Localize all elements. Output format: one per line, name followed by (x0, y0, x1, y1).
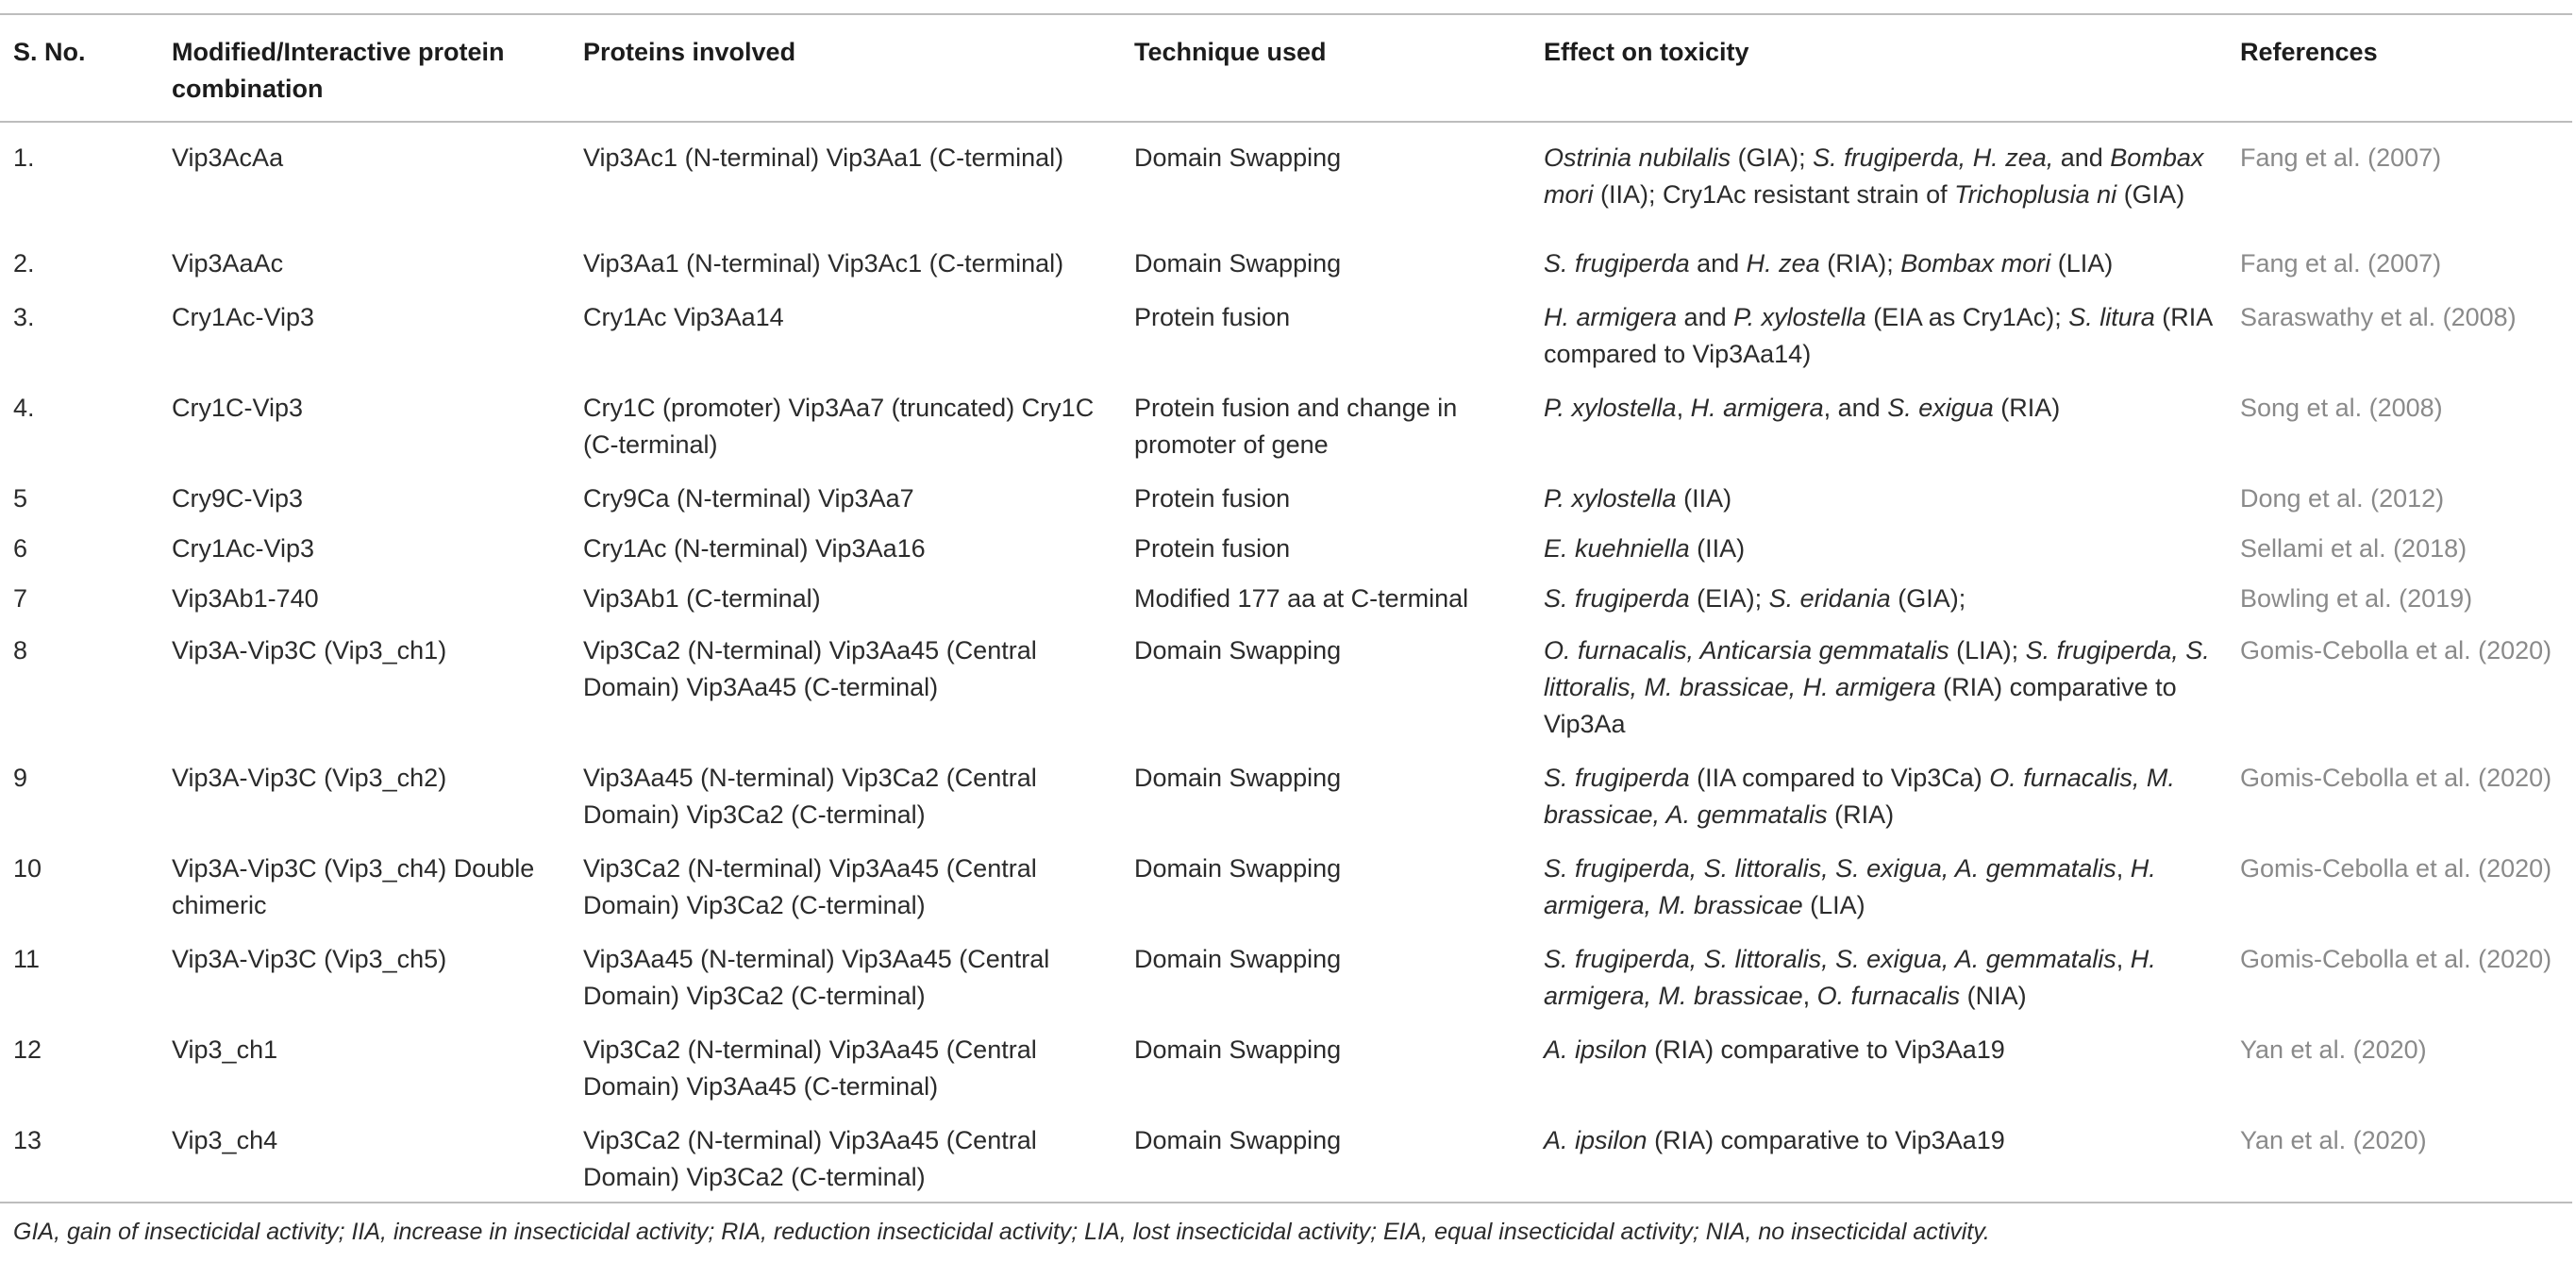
cell-combination: Cry1Ac-Vip3 (172, 534, 315, 563)
cell-reference: Saraswathy et al. (2008) (2240, 303, 2517, 331)
species-name: A. ipsilon (1544, 1035, 1648, 1064)
table-row (0, 471, 2572, 521)
effect-text: (RIA) comparative to Vip3Aa19 (1647, 1126, 2005, 1154)
effect-text: and (2053, 143, 2111, 172)
cell-combination: Vip3AaAc (172, 249, 284, 278)
cell-serial-no: 7 (13, 584, 28, 613)
effect-text: (NIA) (1960, 982, 2027, 1010)
effect-text: and (1677, 303, 1734, 331)
species-name: H. armigera (1690, 394, 1824, 422)
species-name: H. armigera, M. brassicae (1544, 945, 2156, 1010)
effect-text: (IIA compared to Vip3Ca) (1689, 764, 1990, 792)
cell-serial-no: 9 (13, 764, 28, 792)
cell-proteins: Vip3Aa1 (N-terminal) Vip3Ac1 (C-terminal) (583, 249, 1064, 278)
effect-text: (RIA) comparative to Vip3Aa (1544, 673, 2177, 738)
effect-text: (EIA as Cry1Ac); (1865, 303, 2069, 331)
table-row (0, 625, 2572, 750)
cell-technique: Protein fusion (1134, 484, 1291, 513)
cell-reference: Yan et al. (2020) (2240, 1126, 2427, 1154)
table-body (0, 122, 2572, 1203)
table-row (0, 521, 2572, 571)
table-row (0, 380, 2572, 471)
cell-proteins: Vip3Ca2 (N-terminal) Vip3Aa45 (Central Domain) Vip3Aa45 (C-terminal) (583, 1035, 1037, 1101)
effect-text: , and (1823, 394, 1888, 422)
cell-serial-no: 12 (13, 1035, 42, 1064)
species-name: A. ipsilon (1544, 1126, 1648, 1154)
effect-text: (RIA) (1827, 800, 1895, 829)
table-row (0, 750, 2572, 841)
effect-text: , (2116, 854, 2131, 883)
cell-combination: Vip3_ch4 (172, 1126, 278, 1154)
species-name: H. armigera, M. brassicae (1544, 854, 2156, 919)
cell-proteins: Vip3Ab1 (C-terminal) (583, 584, 821, 613)
cell-combination: Vip3A-Vip3C (Vip3_ch4) Double chimeric (172, 854, 535, 919)
cell-effect (1531, 625, 2227, 750)
species-name: P. xylostella (1544, 484, 1677, 513)
cell-combination: Cry1Ac-Vip3 (172, 303, 315, 331)
table-header (0, 14, 2572, 122)
species-name: S. frugiperda (1544, 764, 1690, 792)
header-technique: Technique used (1134, 38, 1327, 66)
cell-technique: Protein fusion (1134, 534, 1291, 563)
cell-combination: Vip3_ch1 (172, 1035, 278, 1064)
cell-effect (1531, 471, 2227, 521)
species-name: S. eridania (1768, 584, 1891, 613)
species-name: S. frugiperda, S. littoralis, S. exigua, A. gemmatalis (1544, 854, 2116, 883)
cell-technique: Protein fusion (1134, 303, 1291, 331)
header-references: References (2240, 38, 2378, 66)
cell-reference: Fang et al. (2007) (2240, 249, 2442, 278)
cell-combination: Cry9C-Vip3 (172, 484, 304, 513)
effect-text: and (1689, 249, 1747, 278)
cell-proteins: Vip3Ca2 (N-terminal) Vip3Aa45 (Central Domain) Vip3Ca2 (C-terminal) (583, 1126, 1037, 1191)
header-row (0, 14, 2572, 122)
effect-text: (LIA) (2050, 249, 2114, 278)
cell-reference: Fang et al. (2007) (2240, 143, 2442, 172)
cell-proteins: Vip3Ca2 (N-terminal) Vip3Aa45 (Central Domain) Vip3Aa45 (C-terminal) (583, 636, 1037, 701)
cell-serial-no: 4. (13, 394, 35, 422)
cell-serial-no: 6 (13, 534, 28, 563)
cell-proteins: Vip3Ca2 (N-terminal) Vip3Aa45 (Central Domain) Vip3Ca2 (C-terminal) (583, 854, 1037, 919)
species-name: O. furnacalis, Anticarsia gemmatalis (1544, 636, 1949, 665)
cell-technique: Domain Swapping (1134, 764, 1342, 792)
cell-combination: Vip3Ab1-740 (172, 584, 319, 613)
cell-effect (1531, 571, 2227, 625)
cell-reference: Gomis-Cebolla et al. (2020) (2240, 854, 2552, 883)
table-row (0, 122, 2572, 221)
species-name: Bombax mori (1900, 249, 2051, 278)
table-row (0, 571, 2572, 625)
table-footnote: GIA, gain of insecticidal activity; IIA, increase in insecticidal activity; RIA, reduction insecticidal activity; LIA, lost insecticidal activity; EIA, equal insecticidal activity; NIA, no insecticidal activity. (13, 1219, 1990, 1245)
cell-effect (1531, 380, 2227, 471)
cell-technique: Modified 177 aa at C-terminal (1134, 584, 1469, 613)
effect-text: (GIA); (1731, 143, 1814, 172)
cell-combination: Vip3A-Vip3C (Vip3_ch2) (172, 764, 447, 792)
cell-effect (1531, 521, 2227, 571)
cell-reference: Sellami et al. (2018) (2240, 534, 2467, 563)
effect-text: (GIA); (1890, 584, 1966, 613)
header-proteins: Proteins involved (583, 38, 796, 66)
species-name: P. xylostella (1733, 303, 1866, 331)
cell-technique: Domain Swapping (1134, 143, 1342, 172)
cell-serial-no: 5 (13, 484, 28, 513)
cell-proteins: Vip3Aa45 (N-terminal) Vip3Ca2 (Central Domain) Vip3Ca2 (C-terminal) (583, 764, 1037, 829)
species-name: H. zea (1746, 249, 1820, 278)
table-row (0, 290, 2572, 380)
species-name: S. exigua (1887, 394, 1994, 422)
cell-effect (1531, 122, 2227, 221)
species-name: S. frugiperda, H. zea, (1813, 143, 2054, 172)
cell-serial-no: 1. (13, 143, 35, 172)
cell-reference: Gomis-Cebolla et al. (2020) (2240, 636, 2552, 665)
cell-effect (1531, 221, 2227, 290)
effect-text: (RIA) (1993, 394, 2061, 422)
species-name: Trichoplusia ni (1954, 180, 2117, 209)
effect-text: (IIA); Cry1Ac resistant strain of (1593, 180, 1955, 209)
cell-reference: Dong et al. (2012) (2240, 484, 2445, 513)
cell-technique: Domain Swapping (1134, 249, 1342, 278)
species-name: S. frugiperda, S. littoralis, M. brassicae, H. armigera (1544, 636, 2210, 701)
effect-text: (RIA); (1819, 249, 1901, 278)
cell-technique: Protein fusion and change in promoter of gene (1134, 394, 1458, 459)
toxicity-table (0, 13, 2572, 1203)
effect-text: (LIA); (1949, 636, 2026, 665)
cell-combination: Vip3A-Vip3C (Vip3_ch1) (172, 636, 447, 665)
effect-text: , (1802, 982, 1817, 1010)
cell-technique: Domain Swapping (1134, 1035, 1342, 1064)
cell-proteins: Cry1Ac Vip3Aa14 (583, 303, 784, 331)
cell-serial-no: 13 (13, 1126, 42, 1154)
species-name: S. frugiperda, S. littoralis, S. exigua, A. gemmatalis (1544, 945, 2116, 973)
species-name: Ostrinia nubilalis (1544, 143, 1731, 172)
cell-combination: Cry1C-Vip3 (172, 394, 304, 422)
cell-reference: Gomis-Cebolla et al. (2020) (2240, 945, 2552, 973)
species-name: H. armigera (1544, 303, 1678, 331)
cell-combination: Vip3A-Vip3C (Vip3_ch5) (172, 945, 447, 973)
species-name: E. kuehniella (1544, 534, 1690, 563)
cell-effect (1531, 1022, 2227, 1113)
effect-text: , (1676, 394, 1691, 422)
cell-reference: Yan et al. (2020) (2240, 1035, 2427, 1064)
effect-text: (RIA) comparative to Vip3Aa19 (1647, 1035, 2005, 1064)
cell-proteins: Vip3Ac1 (N-terminal) Vip3Aa1 (C-terminal) (583, 143, 1064, 172)
cell-effect (1531, 750, 2227, 841)
effect-text: (EIA); (1689, 584, 1769, 613)
species-name: O. furnacalis, M. brassicae, A. gemmatalis (1544, 764, 2175, 829)
header-serial-no: S. No. (13, 38, 86, 66)
effect-text: (GIA) (2116, 180, 2185, 209)
cell-serial-no: 11 (13, 945, 41, 973)
cell-reference: Bowling et al. (2019) (2240, 584, 2473, 613)
cell-proteins: Cry1Ac (N-terminal) Vip3Aa16 (583, 534, 926, 563)
cell-technique: Domain Swapping (1134, 945, 1342, 973)
effect-text: (LIA) (1802, 891, 1865, 919)
cell-serial-no: 3. (13, 303, 35, 331)
cell-proteins: Cry1C (promoter) Vip3Aa7 (truncated) Cry1C (C-terminal) (583, 394, 1095, 459)
table-row (0, 1113, 2572, 1203)
cell-effect (1531, 290, 2227, 380)
effect-text: (IIA) (1689, 534, 1746, 563)
cell-effect (1531, 932, 2227, 1022)
species-name: P. xylostella (1544, 394, 1677, 422)
cell-technique: Domain Swapping (1134, 636, 1342, 665)
cell-effect (1531, 1113, 2227, 1203)
table-row (0, 1022, 2572, 1113)
table-row (0, 932, 2572, 1022)
species-name: S. frugiperda (1544, 249, 1690, 278)
table-row (0, 221, 2572, 290)
cell-effect (1531, 841, 2227, 932)
cell-serial-no: 8 (13, 636, 28, 665)
effect-text: , (2116, 945, 2131, 973)
cell-serial-no: 2. (13, 249, 35, 278)
cell-proteins: Cry9Ca (N-terminal) Vip3Aa7 (583, 484, 914, 513)
species-name: S. litura (2068, 303, 2155, 331)
species-name: S. frugiperda (1544, 584, 1690, 613)
cell-combination: Vip3AcAa (172, 143, 284, 172)
cell-proteins: Vip3Aa45 (N-terminal) Vip3Aa45 (Central Domain) Vip3Ca2 (C-terminal) (583, 945, 1050, 1010)
header-effect: Effect on toxicity (1544, 38, 1749, 66)
species-name: Bombax mori (1544, 143, 2204, 209)
cell-technique: Domain Swapping (1134, 854, 1342, 883)
species-name: O. furnacalis (1816, 982, 1961, 1010)
cell-serial-no: 10 (13, 854, 42, 883)
table-row (0, 841, 2572, 932)
effect-text: (RIA compared to Vip3Aa14) (1544, 303, 2212, 368)
cell-technique: Domain Swapping (1134, 1126, 1342, 1154)
header-combination: Modified/Interactive protein combination (172, 38, 505, 103)
effect-text: (IIA) (1676, 484, 1732, 513)
cell-reference: Gomis-Cebolla et al. (2020) (2240, 764, 2552, 792)
cell-reference: Song et al. (2008) (2240, 394, 2443, 422)
